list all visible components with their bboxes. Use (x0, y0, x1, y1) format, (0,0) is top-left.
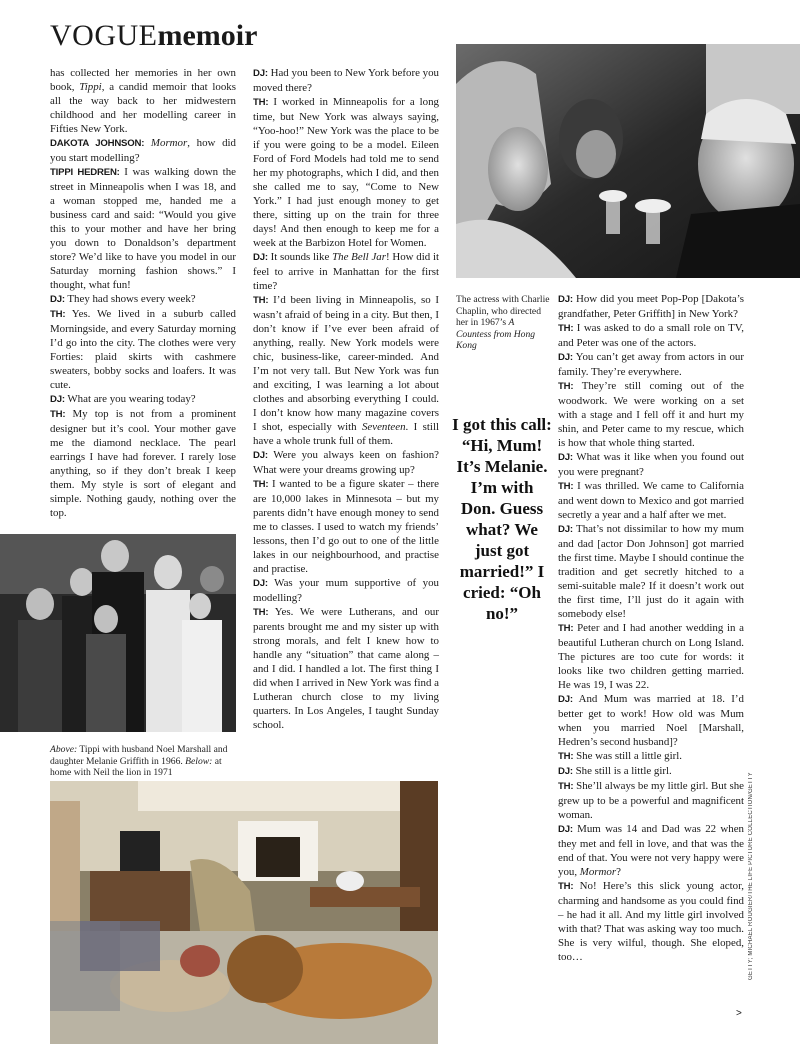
paragraph (50, 165, 236, 292)
paragraph-text: Had you been to New York before you moved there? (253, 67, 439, 94)
paragraph-text (144, 137, 151, 149)
paragraph (253, 95, 439, 250)
paragraph-text: I was asked to do a small role on TV, and Peter was one of the actors. (558, 322, 744, 349)
paragraph-text: , how did you start modelling? (50, 137, 236, 164)
speaker-label: TH: (253, 97, 269, 108)
masthead-vogue: VOGUE (50, 19, 158, 52)
italic-title: Tippi (79, 81, 102, 93)
caption-chaplin-film: A Countess from Hong Kong (456, 317, 536, 351)
speaker-label: DJ: (253, 578, 268, 589)
speaker-label: DJ: (558, 452, 573, 463)
photo-lion (50, 781, 438, 1044)
paragraph-text: Were you always keen on fashion? What were your dreams growing up? (253, 449, 439, 476)
paragraph (253, 66, 439, 95)
paragraph (558, 621, 744, 692)
paragraph-text: What are you wearing today? (64, 393, 196, 405)
paragraph (50, 66, 236, 136)
italic-title: The Bell Jar (332, 251, 386, 263)
caption-above-label: Above: (50, 744, 78, 755)
paragraph (50, 307, 236, 392)
paragraph (558, 292, 744, 321)
paragraph-text: I worked in Minneapolis for a long time, but New York was always saying, “Yoo-hoo!” New York was the place to be if you were going to be a model. Eileen Ford of Ford Models had told me to send her my photographs, which I did, and then she called me to say, “Come to New York.” I had just enough money to get there, sitting up on the train for three days! And then enough to keep me for a week at the Barbizon Hotel for Women. (253, 96, 439, 249)
paragraph-text: It sounds like (267, 251, 333, 263)
paragraph-text: What was it like when you found out you were pregnant? (558, 451, 744, 478)
paragraph (253, 576, 439, 605)
paragraph (558, 379, 744, 450)
speaker-label: TH: (253, 479, 269, 490)
paragraph (558, 879, 744, 964)
paragraph (50, 136, 236, 165)
paragraph-text: And Mum was married at 18. I’d better get to work! How old was Mum when you married Noel [Marshall, Hedren’s second husband]? (558, 693, 744, 748)
continued-arrow: > (736, 1008, 742, 1019)
paragraph-text: How did you meet Pop-Pop [Dakota’s grandfather, Peter Griffith] in New York? (558, 293, 744, 320)
paragraph-text: No! Here’s this slick young actor, charming and handsome as you could find – he had it all. And my little girl involved with that? That was asking way too much. She is very wilful, though. She eloped, too… (558, 880, 744, 963)
caption-above-text: Tippi with husband Noel Marshall and daughter Melanie Griffith in 1966. (50, 744, 228, 767)
paragraph (50, 407, 236, 520)
masthead (50, 16, 257, 56)
photo-credit: GETTY; MICHAEL ROUGIER/THE LIFE PICTURE COLLECTION/GETTY (748, 772, 754, 980)
caption-family (50, 744, 238, 779)
paragraph-text: She was still a little girl. (573, 750, 682, 762)
paragraph-text: I was thrilled. We came to California and went down to Mexico and got married secretly a year and a half after we met. (558, 480, 744, 521)
speaker-label: DJ: (253, 252, 268, 263)
paragraph (558, 692, 744, 749)
paragraph (558, 321, 744, 350)
speaker-label: DJ: (558, 694, 573, 705)
paragraph (253, 448, 439, 477)
speaker-label: TIPPI HEDREN: (50, 167, 120, 178)
paragraph-text: . I still have a whole trunk full of them. (253, 421, 439, 447)
italic-title: Seventeen (361, 421, 406, 433)
caption-below-text: at home with Neil the lion in 1971 (50, 755, 222, 778)
text-column-2 (253, 66, 439, 732)
caption-chaplin (456, 294, 550, 352)
speaker-label: TH: (558, 381, 574, 392)
paragraph-text: You can’t get away from actors in our family. They’re everywhere. (558, 351, 744, 378)
paragraph (253, 477, 439, 576)
speaker-label: DJ: (558, 294, 573, 305)
paragraph-text: They’re still coming out of the woodwork. We were working on a set with a stage and I fell off it and hurt my shin, and Peter came to my rescue, which is how that whole thing started. (558, 380, 744, 449)
speaker-label: TH: (558, 481, 574, 492)
paragraph-text: My top is not from a prominent designer but it’s cool. Your mother gave me the diamond necklace. The pearl earrings I have had forever. I rarely lose anything, so if they don’t break I keep them. My style is sort of elegant and simple. Nothing gaudy, nothing over the top. (50, 408, 236, 519)
paragraph (558, 779, 744, 822)
speaker-label: DJ: (558, 766, 573, 777)
paragraph-text: I wanted to be a figure skater – there are 10,000 lakes in Minnesota – but my parents didn’t have enough money to send me to classes. I used to watch my friends’ lessons, then I’d go out to one of the little lakes in our neighbourhood, and practise and practise. (253, 478, 439, 575)
paragraph-text: Yes. We were Lutherans, and our parents brought me and my sister up with strong morals, and felt I knew how to handle any “situation” that came along – and I did. I handled a lot. The first thing I did when I arrived in New York was find a Lutheran church close to my living quarters. In Los Angeles, I taught Sunday school. (253, 606, 439, 731)
speaker-label: TH: (558, 323, 574, 334)
paragraph-text: She still is a little girl. (572, 765, 672, 777)
paragraph (558, 450, 744, 479)
photo-family (0, 534, 236, 732)
speaker-label: DJ: (558, 524, 573, 535)
speaker-label: DJ: (558, 352, 573, 363)
paragraph (253, 293, 439, 448)
speaker-label: TH: (50, 409, 66, 420)
paragraph-text: Mum was 14 and Dad was 22 when they met and fell in love, and that was the end of that. You were not very happy were you, (558, 823, 744, 878)
italic-title: Mormor (150, 137, 188, 149)
masthead-memoir: memoir (157, 19, 258, 52)
paragraph (558, 479, 744, 522)
paragraph-text: Yes. We lived in a suburb called Morningside, and every Saturday morning I’d go into the city. The clothes were very Forties: plaid skirts with cashmere sweaters, bobby socks and loafers. It was cute. (50, 308, 236, 391)
text-column-3 (558, 292, 744, 964)
speaker-label: TH: (558, 881, 574, 892)
caption-below-label: Below: (185, 755, 213, 767)
speaker-label: DJ: (253, 450, 268, 461)
speaker-label: DAKOTA JOHNSON: (50, 138, 145, 149)
paragraph-text: I’d been living in Minneapolis, so I wasn’t afraid of being in a city. But then, I don’t know if I’ve ever been afraid of anything, really. New York models were chic, business-like, career-minded. And I’m not very tall. But New York was fun and exciting, I was learning a lot about clothes and absorbing everything I could. I don’t know how many magazine covers I shot, especially with (253, 294, 439, 433)
paragraph (558, 350, 744, 379)
paragraph (50, 392, 236, 407)
paragraph-text: ? (616, 866, 621, 878)
paragraph (558, 749, 744, 764)
paragraph-text: She’ll always be my little girl. But she grew up to be a powerful and magnificent woman. (558, 780, 744, 821)
speaker-label: DJ: (558, 824, 573, 835)
italic-title: Mormor (579, 866, 617, 878)
speaker-label: TH: (558, 781, 574, 792)
speaker-label: TH: (253, 607, 269, 618)
paragraph (50, 292, 236, 307)
photo-lion-image (50, 781, 438, 1044)
paragraph-text: ! How did it feel to arrive in Manhattan for the first time? (253, 251, 439, 292)
paragraph-text: , a candid memoir that looks all the way back to her midwestern childhood and her modelling career in Fifties New York. (50, 81, 236, 135)
speaker-label: TH: (50, 309, 66, 320)
paragraph (253, 250, 439, 293)
caption-chaplin-text: The actress with Charlie Chaplin, who directed her in 1967’s (456, 294, 550, 328)
paragraph-text: Peter and I had another wedding in a beautiful Lutheran church on Long Island. The pictures are too cute for words: it looks like two children getting married. He was 19, I was 22. (558, 622, 744, 691)
speaker-label: TH: (253, 295, 269, 306)
speaker-label: TH: (558, 623, 574, 634)
speaker-label: DJ: (50, 294, 65, 305)
paragraph-text: That’s not dissimilar to how my mum and dad [actor Don Johnson] got married the first time. Maybe I should continue the tradition and get secretly hitched to a semi-suitable male? If it doesn’t work out the first time, I’ll just do it again with somebody else! (558, 523, 744, 620)
text-column-1 (50, 66, 236, 520)
paragraph (558, 522, 744, 621)
paragraph (558, 764, 744, 779)
paragraph-text: They had shows every week? (64, 293, 196, 305)
photo-chaplin-image (456, 44, 800, 278)
paragraph-text: has collected her memories in her own book, (50, 67, 236, 93)
paragraph (558, 822, 744, 879)
paragraph-text: Was your mum supportive of you modelling? (253, 577, 439, 604)
photo-family-image (0, 534, 236, 732)
speaker-label: DJ: (50, 394, 65, 405)
paragraph (253, 605, 439, 732)
paragraph-text: I was walking down the street in Minneapolis when I was 18, and a woman stopped me, handed me a business card and said: “Would you give this to your mother and have her bring you down to Donaldson’s department store? We’d like to have you model in our Saturday morning fashion shows.” I thought, what fun! (50, 166, 236, 291)
photo-chaplin (456, 44, 800, 278)
speaker-label: DJ: (253, 68, 268, 79)
speaker-label: TH: (558, 751, 574, 762)
pull-quote: I got this call: “Hi, Mum! It’s Melanie. I’m with Don. Guess what? We just got married!” I cried: “Oh no!” (452, 415, 552, 623)
